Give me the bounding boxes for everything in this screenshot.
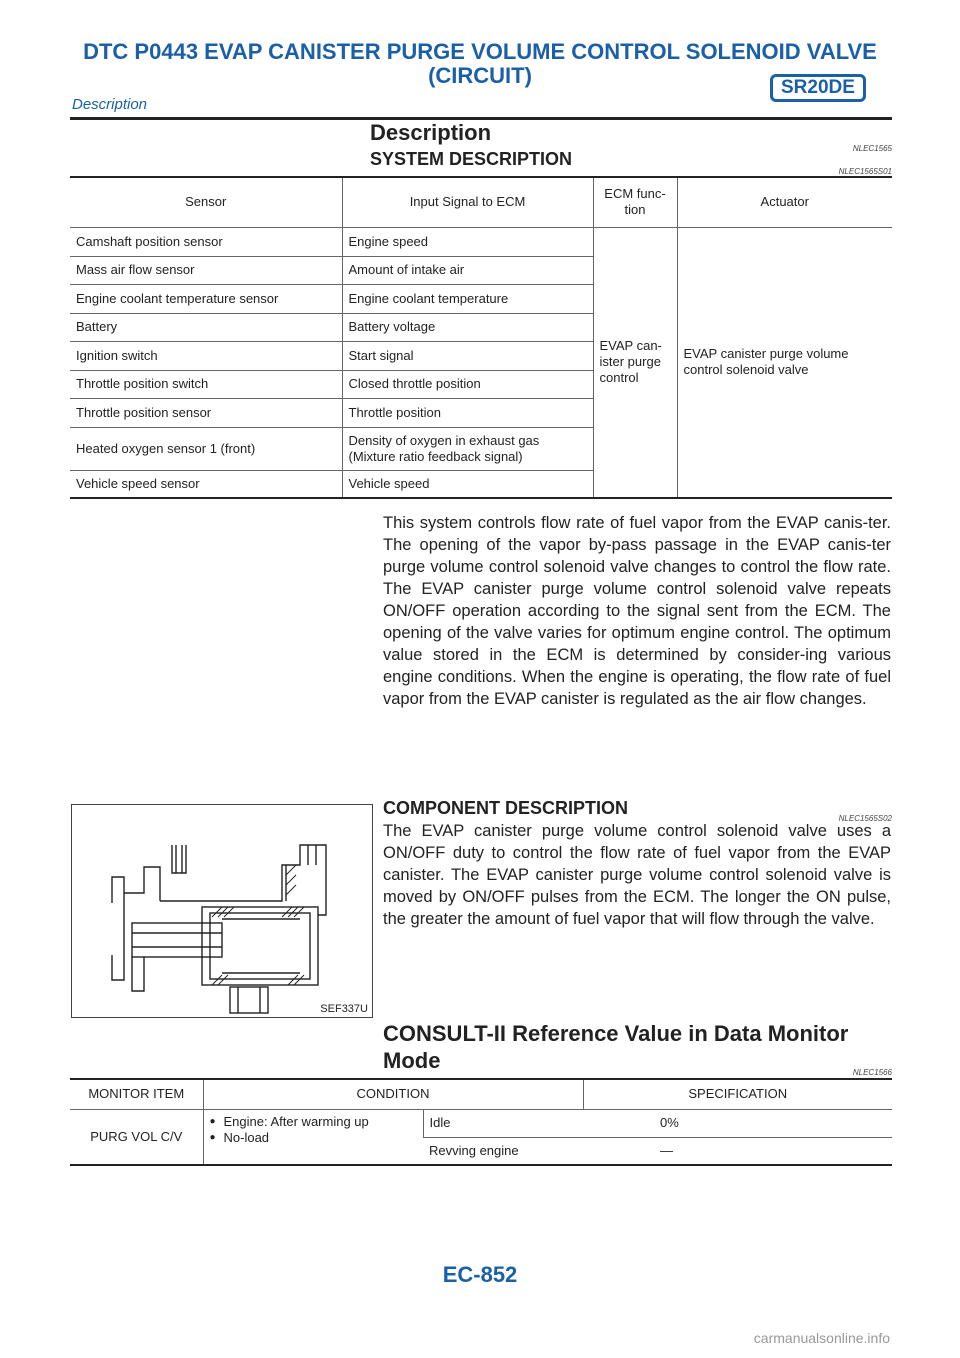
col-header-sensor: Sensor (70, 177, 342, 227)
section-title-description: Description (370, 120, 492, 145)
solenoid-valve-drawing (72, 805, 372, 1017)
table-row (70, 1109, 892, 1137)
signal-cell: Amount of intake air (342, 256, 593, 284)
sensor-cell: Battery (70, 313, 342, 341)
condition-list (210, 1114, 417, 1146)
signal-cell: Throttle position (342, 398, 593, 427)
signal-cell: Engine coolant temperature (342, 284, 593, 313)
spec-value: — (660, 1142, 673, 1158)
system-description-title: SYSTEM DESCRIPTION (370, 149, 573, 169)
engine-badge: SR20DE (770, 74, 866, 102)
ecm-function-cell: EVAP can- ister purge control (593, 227, 677, 498)
signal-cell: Vehicle speed (342, 470, 593, 498)
consult-title (383, 1020, 848, 1074)
signal-cell: Start signal (342, 341, 593, 370)
component-description-title: COMPONENT DESCRIPTION (383, 798, 629, 818)
header-subtitle: Description (72, 96, 148, 113)
sensor-cell: Engine coolant temperature sensor (70, 284, 342, 313)
condition-item: ● Engine: After warming up (210, 1114, 417, 1130)
section-ref-description: NLEC1565 (852, 144, 892, 153)
spec-value: 0% (660, 1115, 679, 1130)
spec-state: Idle (429, 1115, 451, 1130)
solenoid-valve-figure (71, 804, 373, 1018)
consult-title-line2: Mode (383, 1048, 441, 1073)
monitor-item-cell: PURG VOL C/V (70, 1109, 203, 1165)
system-description-ref: NLEC1565S01 (838, 167, 892, 176)
col-header-input-signal: Input Signal to ECM (342, 177, 593, 227)
table-header-row (70, 1079, 892, 1109)
header-title-line2: (CIRCUIT) (428, 63, 532, 88)
consult-reference-table (70, 1078, 892, 1166)
watermark: carmanualsonline.info (753, 1330, 890, 1346)
condition-item: ● No-load (210, 1130, 417, 1146)
system-description-table (70, 176, 892, 499)
actuator-cell: EVAP canister purge volume control solenoid valve (677, 227, 892, 498)
component-description-ref: NLEC1565S02 (838, 814, 892, 823)
sensor-cell: Camshaft position sensor (70, 227, 342, 256)
consult-title-line1: CONSULT-II Reference Value in Data Monitor (383, 1021, 849, 1046)
system-description-paragraph: This system controls flow rate of fuel vapor from the EVAP canis-ter. The opening of the vapor by-pass passage in the EVAP canis-ter purge volume control solenoid valve changes to control the flow rate. The EVAP canister purge volume control solenoid valve repeats ON/OFF operation according to the signal sent from the ECM. The opening of the valve varies for optimum engine control. The optimum value stored in the ECM is determined by consider-ing various engine conditions. When the engine is operating, the flow rate of fuel vapor from the EVAP canister is regulated as the air flow changes. (383, 514, 891, 708)
sensor-cell: Throttle position switch (70, 370, 342, 398)
signal-cell: Density of oxygen in exhaust gas (Mixture ratio feedback signal) (342, 427, 593, 470)
col-header-monitor-item: MONITOR ITEM (70, 1079, 203, 1109)
signal-cell: Closed throttle position (342, 370, 593, 398)
figure-label: SEF337U (320, 1003, 368, 1015)
spec-state: Revving engine (429, 1142, 519, 1158)
page-header-title (70, 40, 890, 88)
signal-cell: Engine speed (342, 227, 593, 256)
spec-cell (423, 1109, 892, 1137)
signal-cell: Battery voltage (342, 313, 593, 341)
col-header-specification: SPECIFICATION (583, 1079, 892, 1109)
consult-ref: NLEC1566 (852, 1068, 892, 1077)
sensor-cell: Vehicle speed sensor (70, 470, 342, 498)
condition-cell (203, 1109, 423, 1165)
header-title-line1: DTC P0443 EVAP CANISTER PURGE VOLUME CONTROL SOLENOID VALVE (83, 39, 877, 64)
sensor-cell: Ignition switch (70, 341, 342, 370)
sensor-cell: Heated oxygen sensor 1 (front) (70, 427, 342, 470)
sensor-cell: Throttle position sensor (70, 398, 342, 427)
col-header-actuator: Actuator (677, 177, 892, 227)
component-description-paragraph: The EVAP canister purge volume control solenoid valve uses a ON/OFF duty to control the flow rate of fuel vapor from the EVAP canister. The EVAP canister purge volume control solenoid valve is moved by ON/OFF pulses from the ECM. The longer the ON pulse, the greater the amount of fuel vapor that will flow through the valve. (383, 822, 891, 928)
spec-cell (423, 1137, 892, 1165)
table-header-row (70, 177, 892, 227)
page-number: EC-852 (442, 1262, 518, 1287)
sensor-cell: Mass air flow sensor (70, 256, 342, 284)
table-row (70, 227, 892, 256)
col-header-ecm-function: ECM func- tion (593, 177, 677, 227)
col-header-condition: CONDITION (203, 1079, 583, 1109)
